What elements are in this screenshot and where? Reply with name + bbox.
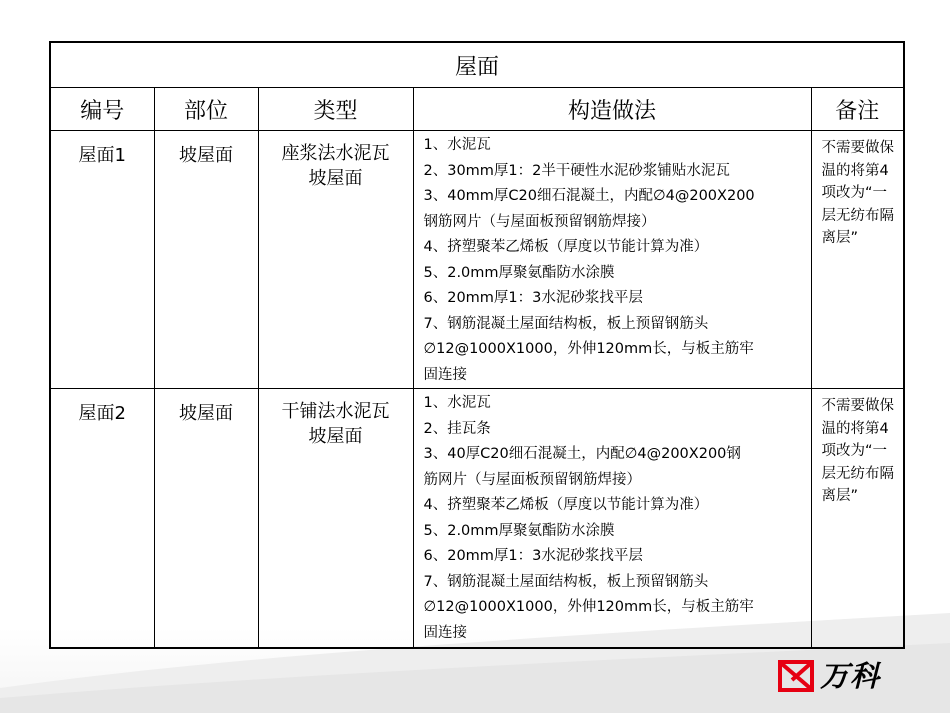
header-method: 构造做法 <box>413 88 811 131</box>
logo-text: 万科 <box>820 659 881 693</box>
method-line: ∅12@1000X1000，外伸120mm长，与板主筋牢 <box>423 341 754 357</box>
method-line: 7、钢筋混凝土屋面结构板，板上预留钢筋头 <box>423 315 709 332</box>
method-line: 4、挤塑聚苯乙烯板（厚度以节能计算为准） <box>423 497 709 514</box>
row-type: 座浆法水泥瓦坡屋面 <box>258 131 413 389</box>
method-line: 5、2.0mm厚聚氨酯防水涂膜 <box>423 522 615 539</box>
method-line: 1、水泥瓦 <box>423 395 491 412</box>
row-part: 坡屋面 <box>154 389 258 648</box>
method-line: 3、40厚C20细石混凝土，内配∅4@200X200钢 <box>423 446 741 463</box>
method-line: 1、水泥瓦 <box>423 137 491 153</box>
table-row <box>50 389 904 648</box>
method-line: 2、30mm厚1：2半干硬性水泥砂浆铺贴水泥瓦 <box>423 162 730 179</box>
row-id: 屋面1 <box>50 131 154 389</box>
row-method <box>413 131 811 389</box>
row-type: 干铺法水泥瓦坡屋面 <box>258 389 413 648</box>
method-line: 2、挂瓦条 <box>423 420 491 437</box>
method-line: 固连接 <box>423 624 467 641</box>
method-line: ∅12@1000X1000，外伸120mm长，与板主筋牢 <box>423 599 754 616</box>
table-row <box>50 131 904 389</box>
method-line: 6、20mm厚1：3水泥砂浆找平层 <box>423 548 643 565</box>
row-id: 屋面2 <box>50 389 154 648</box>
table-title: 屋面 <box>50 42 904 88</box>
header-part: 部位 <box>154 88 258 131</box>
method-line: 钢筋网片（与屋面板预留钢筋焊接） <box>423 213 656 230</box>
row-note: 不需要做保温的将第4项改为“一层无纺布隔离层” <box>811 131 904 389</box>
method-line: 3、40mm厚C20细石混凝土，内配∅4@200X200 <box>423 188 755 204</box>
header-id: 编号 <box>50 88 154 131</box>
row-part: 坡屋面 <box>154 131 258 389</box>
method-line: 6、20mm厚1：3水泥砂浆找平层 <box>423 290 643 306</box>
header-note: 备注 <box>811 88 904 131</box>
method-line: 固连接 <box>423 366 467 383</box>
header-type: 类型 <box>258 88 413 131</box>
table-header-row <box>50 88 904 131</box>
vanke-logo-icon <box>778 660 814 692</box>
method-line: 4、挤塑聚苯乙烯板（厚度以节能计算为准） <box>423 239 709 255</box>
method-line: 5、2.0mm厚聚氨酯防水涂膜 <box>423 264 615 281</box>
row-method <box>413 389 811 648</box>
row-note: 不需要做保温的将第4项改为“一层无纺布隔离层” <box>811 389 904 648</box>
vanke-logo <box>778 658 902 694</box>
method-line: 7、钢筋混凝土屋面结构板，板上预留钢筋头 <box>423 573 709 590</box>
method-line: 筋网片（与屋面板预留钢筋焊接） <box>423 471 641 488</box>
roof-spec-table <box>49 41 905 649</box>
